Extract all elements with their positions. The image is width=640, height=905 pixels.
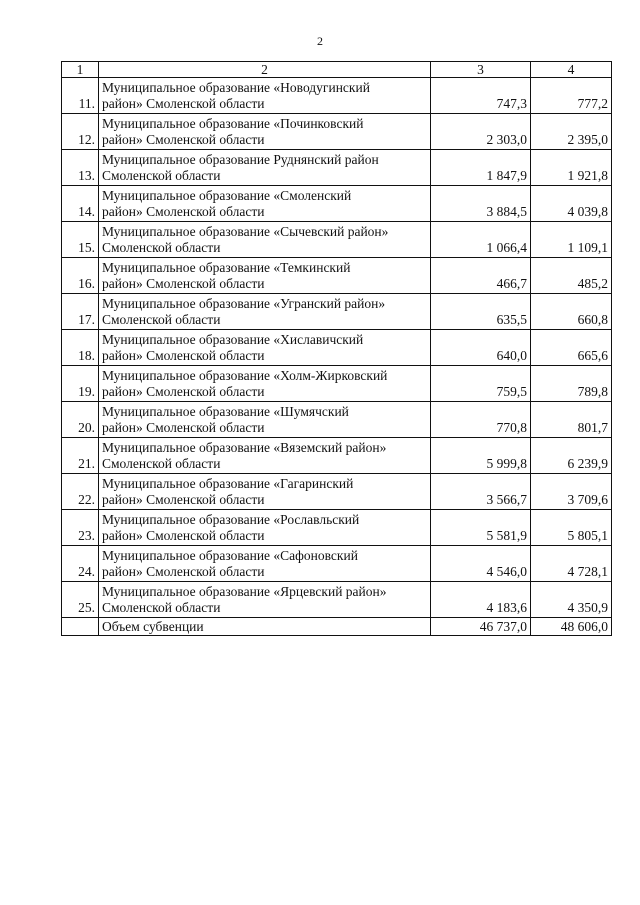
municipality-name-line2: район» Смоленской области bbox=[102, 96, 265, 111]
header-col-4: 4 bbox=[531, 62, 612, 78]
municipality-name-line2: район» Смоленской области bbox=[102, 276, 265, 291]
table-row bbox=[62, 222, 612, 258]
subvention-table bbox=[61, 61, 612, 636]
municipality-name-line2: район» Смоленской области bbox=[102, 564, 265, 579]
value-col-4: 485,2 bbox=[531, 258, 612, 294]
value-col-4: 6 239,9 bbox=[531, 438, 612, 474]
table-row bbox=[62, 186, 612, 222]
municipality-name-line2: район» Смоленской области bbox=[102, 204, 265, 219]
municipality-name-line2: Смоленской области bbox=[102, 600, 221, 615]
header-col-3: 3 bbox=[431, 62, 531, 78]
row-number: 13. bbox=[62, 150, 99, 186]
municipality-name-line1: Муниципальное образование «Сафоновский bbox=[102, 548, 358, 563]
value-col-3: 2 303,0 bbox=[431, 114, 531, 150]
value-col-4: 789,8 bbox=[531, 366, 612, 402]
municipality-name bbox=[99, 78, 431, 114]
value-col-3: 640,0 bbox=[431, 330, 531, 366]
value-col-3: 4 546,0 bbox=[431, 546, 531, 582]
municipality-name-line2: район» Смоленской области bbox=[102, 132, 265, 147]
row-number: 24. bbox=[62, 546, 99, 582]
total-col-4: 48 606,0 bbox=[531, 618, 612, 636]
municipality-name-line2: район» Смоленской области bbox=[102, 348, 265, 363]
table-row bbox=[62, 150, 612, 186]
value-col-3: 5 999,8 bbox=[431, 438, 531, 474]
municipality-name bbox=[99, 222, 431, 258]
municipality-name bbox=[99, 330, 431, 366]
value-col-3: 3 884,5 bbox=[431, 186, 531, 222]
value-col-4: 777,2 bbox=[531, 78, 612, 114]
municipality-name bbox=[99, 150, 431, 186]
municipality-name-line2: район» Смоленской области bbox=[102, 528, 265, 543]
municipality-name-line2: Смоленской области bbox=[102, 312, 221, 327]
total-col-3: 46 737,0 bbox=[431, 618, 531, 636]
table-row bbox=[62, 258, 612, 294]
table-row bbox=[62, 330, 612, 366]
municipality-name-line1: Муниципальное образование «Смоленский bbox=[102, 188, 352, 203]
value-col-4: 2 395,0 bbox=[531, 114, 612, 150]
total-empty-cell bbox=[62, 618, 99, 636]
municipality-name-line1: Муниципальное образование «Сычевский район» bbox=[102, 224, 389, 239]
value-col-3: 5 581,9 bbox=[431, 510, 531, 546]
value-col-3: 466,7 bbox=[431, 258, 531, 294]
row-number: 16. bbox=[62, 258, 99, 294]
value-col-4: 660,8 bbox=[531, 294, 612, 330]
table-row bbox=[62, 510, 612, 546]
table-row bbox=[62, 366, 612, 402]
value-col-3: 1 066,4 bbox=[431, 222, 531, 258]
municipality-name bbox=[99, 294, 431, 330]
municipality-name bbox=[99, 438, 431, 474]
municipality-name-line2: Смоленской области bbox=[102, 168, 221, 183]
value-col-3: 4 183,6 bbox=[431, 582, 531, 618]
municipality-name-line1: Муниципальное образование «Вяземский район» bbox=[102, 440, 387, 455]
municipality-name-line1: Муниципальное образование «Гагаринский bbox=[102, 476, 354, 491]
table-row bbox=[62, 582, 612, 618]
row-number: 15. bbox=[62, 222, 99, 258]
municipality-name-line1: Муниципальное образование «Шумячский bbox=[102, 404, 349, 419]
value-col-4: 1 109,1 bbox=[531, 222, 612, 258]
total-label: Объем субвенции bbox=[99, 618, 431, 636]
table-row bbox=[62, 114, 612, 150]
row-number: 20. bbox=[62, 402, 99, 438]
municipality-name-line1: Муниципальное образование «Холм-Жирковский bbox=[102, 368, 388, 383]
municipality-name-line2: район» Смоленской области bbox=[102, 384, 265, 399]
table-row bbox=[62, 294, 612, 330]
value-col-4: 4 039,8 bbox=[531, 186, 612, 222]
municipality-name bbox=[99, 186, 431, 222]
municipality-name bbox=[99, 474, 431, 510]
value-col-4: 4 350,9 bbox=[531, 582, 612, 618]
value-col-4: 5 805,1 bbox=[531, 510, 612, 546]
row-number: 11. bbox=[62, 78, 99, 114]
municipality-name-line1: Муниципальное образование Руднянский район bbox=[102, 152, 379, 167]
value-col-3: 3 566,7 bbox=[431, 474, 531, 510]
value-col-3: 635,5 bbox=[431, 294, 531, 330]
municipality-name-line2: Смоленской области bbox=[102, 456, 221, 471]
row-number: 22. bbox=[62, 474, 99, 510]
page-number: 2 bbox=[317, 34, 323, 48]
table-row bbox=[62, 438, 612, 474]
table-row bbox=[62, 78, 612, 114]
municipality-name-line1: Муниципальное образование «Починковский bbox=[102, 116, 364, 131]
row-number: 25. bbox=[62, 582, 99, 618]
row-number: 18. bbox=[62, 330, 99, 366]
municipality-name-line2: Смоленской области bbox=[102, 240, 221, 255]
municipality-name bbox=[99, 402, 431, 438]
municipality-name-line1: Муниципальное образование «Ярцевский район» bbox=[102, 584, 387, 599]
row-number: 23. bbox=[62, 510, 99, 546]
value-col-4: 801,7 bbox=[531, 402, 612, 438]
municipality-name bbox=[99, 366, 431, 402]
municipality-name-line1: Муниципальное образование «Хиславичский bbox=[102, 332, 364, 347]
header-col-2: 2 bbox=[99, 62, 431, 78]
row-number: 21. bbox=[62, 438, 99, 474]
municipality-name bbox=[99, 546, 431, 582]
table-header-row bbox=[62, 62, 612, 78]
municipality-name bbox=[99, 114, 431, 150]
value-col-3: 770,8 bbox=[431, 402, 531, 438]
table-row bbox=[62, 474, 612, 510]
row-number: 17. bbox=[62, 294, 99, 330]
value-col-4: 1 921,8 bbox=[531, 150, 612, 186]
value-col-3: 747,3 bbox=[431, 78, 531, 114]
municipality-name-line2: район» Смоленской области bbox=[102, 492, 265, 507]
municipality-name-line1: Муниципальное образование «Темкинский bbox=[102, 260, 351, 275]
municipality-name-line1: Муниципальное образование «Угранский район» bbox=[102, 296, 386, 311]
municipality-name-line1: Муниципальное образование «Новодугинский bbox=[102, 80, 370, 95]
total-row bbox=[62, 618, 612, 636]
value-col-4: 3 709,6 bbox=[531, 474, 612, 510]
value-col-3: 759,5 bbox=[431, 366, 531, 402]
value-col-4: 665,6 bbox=[531, 330, 612, 366]
value-col-3: 1 847,9 bbox=[431, 150, 531, 186]
value-col-4: 4 728,1 bbox=[531, 546, 612, 582]
row-number: 19. bbox=[62, 366, 99, 402]
row-number: 14. bbox=[62, 186, 99, 222]
municipality-name bbox=[99, 582, 431, 618]
municipality-name-line2: район» Смоленской области bbox=[102, 420, 265, 435]
row-number: 12. bbox=[62, 114, 99, 150]
table-row bbox=[62, 546, 612, 582]
table-row bbox=[62, 402, 612, 438]
header-col-1: 1 bbox=[62, 62, 99, 78]
municipality-name bbox=[99, 510, 431, 546]
municipality-name bbox=[99, 258, 431, 294]
municipality-name-line1: Муниципальное образование «Рославльский bbox=[102, 512, 360, 527]
